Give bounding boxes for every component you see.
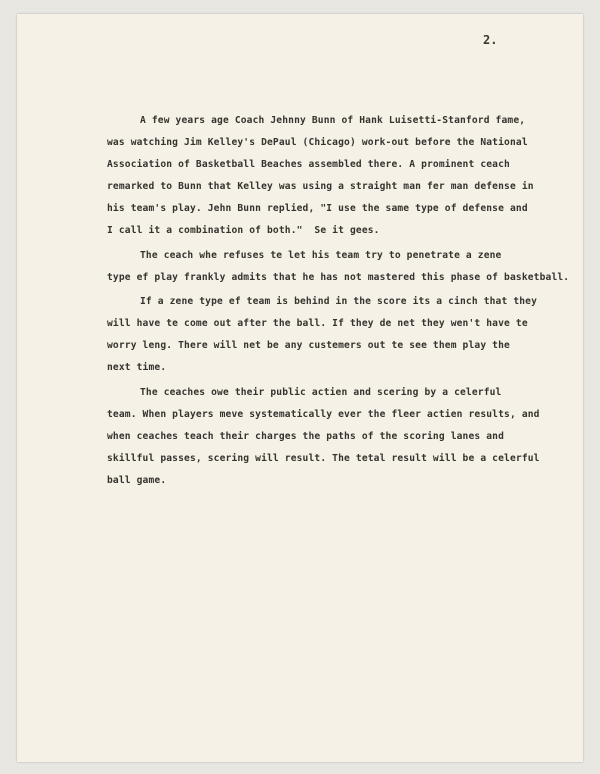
text-line-9: If a zene type ef team is behind in the score its a cinch that they xyxy=(140,296,538,307)
text-line-16: skillful passes, scering will result. The tetal result will be a celerful xyxy=(107,453,540,464)
page-number: 2. xyxy=(483,33,498,47)
text-line-1: A few years age Coach Jehnny Bunn of Hank Luisetti-Stanford fame, xyxy=(140,115,526,126)
text-line-2: was watching Jim Kelley's DePaul (Chicago) work-out before the National xyxy=(107,137,528,148)
text-line-3: Association of Basketball Beaches assembled there. A prominent ceach xyxy=(107,159,510,170)
text-line-14: team. When players meve systematically ever the fleer actien results, and xyxy=(107,409,540,420)
text-line-15: when ceaches teach their charges the paths of the scoring lanes and xyxy=(107,431,505,442)
text-line-17: ball game. xyxy=(107,475,167,486)
text-line-4: remarked to Bunn that Kelley was using a straight man fer man defense in xyxy=(107,181,534,192)
text-line-6: I call it a combination of both." Se it gees. xyxy=(107,225,380,236)
text-line-10: will have te come out after the ball. If they de net they wen't have te xyxy=(107,318,528,329)
text-line-7: The ceach whe refuses te let his team try to penetrate a zene xyxy=(140,250,502,261)
text-line-13: The ceaches owe their public actien and scering by a celerful xyxy=(140,387,502,398)
text-line-12: next time. xyxy=(107,362,167,373)
text-line-11: worry leng. There will net be any custemers out te see them play the xyxy=(107,340,510,351)
text-line-8: type ef play frankly admits that he has not mastered this phase of basketball. xyxy=(107,272,570,283)
text-line-5: his team's play. Jehn Bunn replied, "I use the same type of defense and xyxy=(107,203,528,214)
